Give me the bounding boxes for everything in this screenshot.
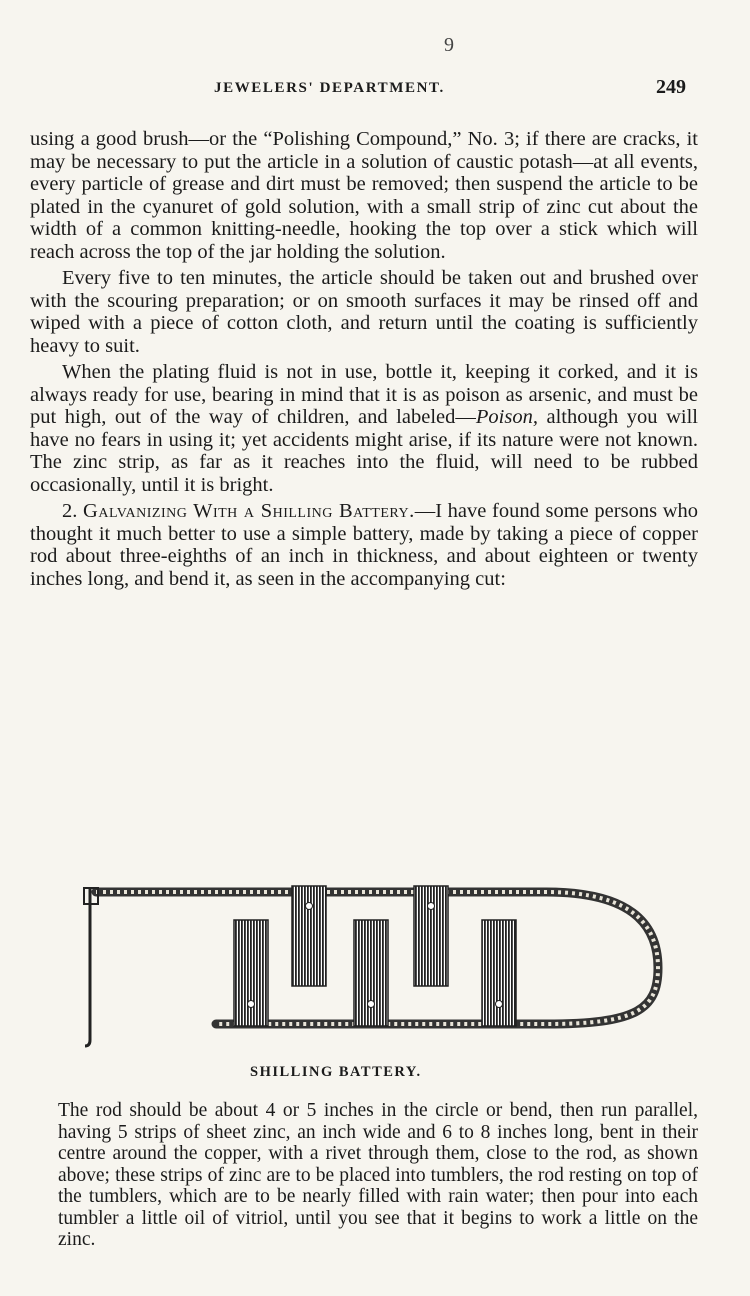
paragraph-4 (30, 500, 698, 590)
running-head: JEWELERS' DEPARTMENT. (214, 80, 445, 96)
body-text-2 (58, 1100, 698, 1251)
paragraph-3 (30, 361, 698, 496)
paragraph-4-text: —I have found some persons who thought it much better to use a simple battery, made by taking a piece of copper rod about three-eighths of an inch in thickness, and about eighteen or twenty inches long, and bend it, as seen in the accompanying cut: (30, 500, 699, 590)
rod-hook (85, 888, 90, 1046)
folio-mark: 9 (444, 34, 454, 56)
zinc-strip-1 (292, 886, 326, 986)
poison-label: Poison, (475, 406, 538, 428)
page-number: 249 (656, 76, 686, 98)
figure-caption: SHILLING BATTERY. (250, 1064, 422, 1080)
zinc-strip-5 (482, 920, 516, 1026)
paragraph-2: Every five to ten minutes, the article should be taken out and brushed over with the scouring preparation; or on smooth surfaces it may be rinsed off and wiped with a piece of cotton cloth, and return until the coating is sufficiently heavy to suit. (30, 267, 698, 357)
zinc-strip-4 (354, 920, 388, 1026)
paragraph-3-text-a: When the plating fluid is not in use, bottle it, keeping it corked, and it is always ready for use, bearing in mind that it is as poison as arsenic, and must be put high, out of the way of children, and labeled— (30, 361, 698, 428)
battery-drawing (76, 880, 666, 1056)
section-number: 2. (62, 500, 84, 522)
body-text (30, 128, 698, 590)
battery-illustration (76, 880, 666, 1056)
section-heading: Galvanizing With a Shilling Battery. (83, 500, 415, 522)
zinc-strip-2 (414, 886, 448, 986)
paragraph-3-text-b: although you will have no fears in using it; yet accidents might arise, if its nature were not known. The zinc strip, as far as it reaches into the fluid, will need to be rubbed occasionally, until it is bright. (30, 406, 698, 496)
paragraph-5: The rod should be about 4 or 5 inches in the circle or bend, then run parallel, having 5 strips of sheet zinc, an inch wide and 6 to 8 inches long, bent in their centre around the copper, with a rivet through them, close to the rod, as shown above; these strips of zinc are to be placed into tumblers, the rod resting on top of the tumblers, which are to be nearly filled with rain water; then pour into each tumbler a little oil of vitriol, until you see that it begins to work a little on the zinc. (58, 1100, 698, 1250)
zinc-strip-3 (234, 920, 268, 1026)
paragraph-1: using a good brush—or the “Polishing Compound,” No. 3; if there are cracks, it may be necessary to put the article in a solution of caustic potash—at all events, every particle of grease and dirt must be removed; then suspend the article to be plated in the cyanuret of gold solution, with a small strip of zinc cut about the width of a common knitting-needle, hooking the top over a stick which will reach across the top of the jar holding the solution. (30, 128, 698, 263)
